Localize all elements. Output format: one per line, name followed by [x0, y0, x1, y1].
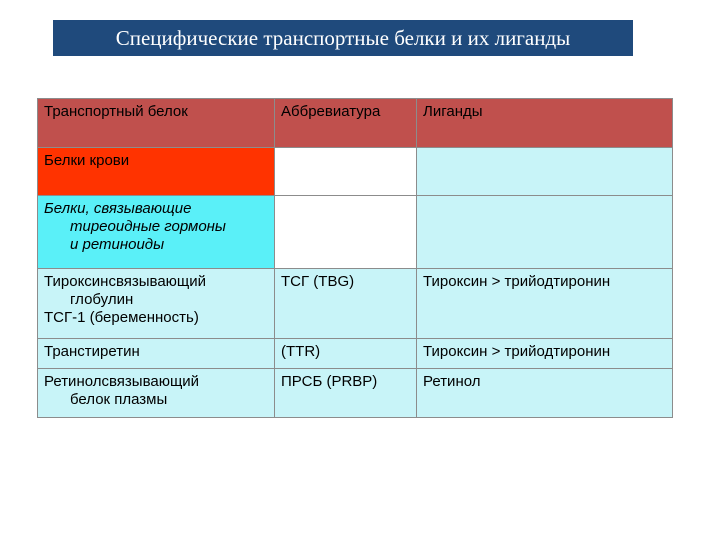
table-row	[38, 269, 673, 339]
protein-line1: Тироксинсвязывающий	[44, 273, 207, 290]
abbreviation-cell: ТСГ (TBG)	[275, 269, 417, 339]
ligand-cell: Тироксин > трийодтиронин	[417, 269, 673, 339]
section-thyroid-line1: Белки, связывающие	[44, 200, 192, 217]
protein-line2: белок плазмы	[70, 391, 168, 408]
header-transport-protein: Транспортный белок	[38, 99, 275, 148]
ligand-cell: Ретинол	[417, 369, 673, 418]
header-ligands: Лиганды	[417, 99, 673, 148]
protein-line1: Ретинолсвязывающий	[44, 373, 200, 390]
transport-proteins-table	[37, 98, 673, 418]
empty-cell	[417, 196, 673, 269]
table-header-row	[38, 99, 673, 148]
slide-title: Специфические транспортные белки и их лиганды	[53, 20, 633, 56]
section-label-blood: Белки крови	[38, 148, 275, 196]
empty-cell	[417, 148, 673, 196]
table-row	[38, 369, 673, 418]
section-row-thyroid	[38, 196, 673, 269]
table-row	[38, 339, 673, 369]
empty-cell	[275, 148, 417, 196]
abbreviation-cell: (TTR)	[275, 339, 417, 369]
protein-cell	[38, 269, 275, 339]
section-label-thyroid	[38, 196, 275, 269]
ligand-cell: Тироксин > трийодтиронин	[417, 339, 673, 369]
protein-cell: Транстиретин	[38, 339, 275, 369]
empty-cell	[275, 196, 417, 269]
protein-cell	[38, 369, 275, 418]
section-row-blood	[38, 148, 673, 196]
protein-line3: ТСГ-1 (беременность)	[44, 309, 199, 326]
protein-line2: глобулин	[70, 291, 134, 308]
abbreviation-cell: ПРСБ (PRBP)	[275, 369, 417, 418]
section-thyroid-line2: тиреоидные гормоны	[70, 218, 226, 235]
header-abbreviation: Аббревиатура	[275, 99, 417, 148]
section-thyroid-line3: и ретиноиды	[70, 236, 165, 253]
